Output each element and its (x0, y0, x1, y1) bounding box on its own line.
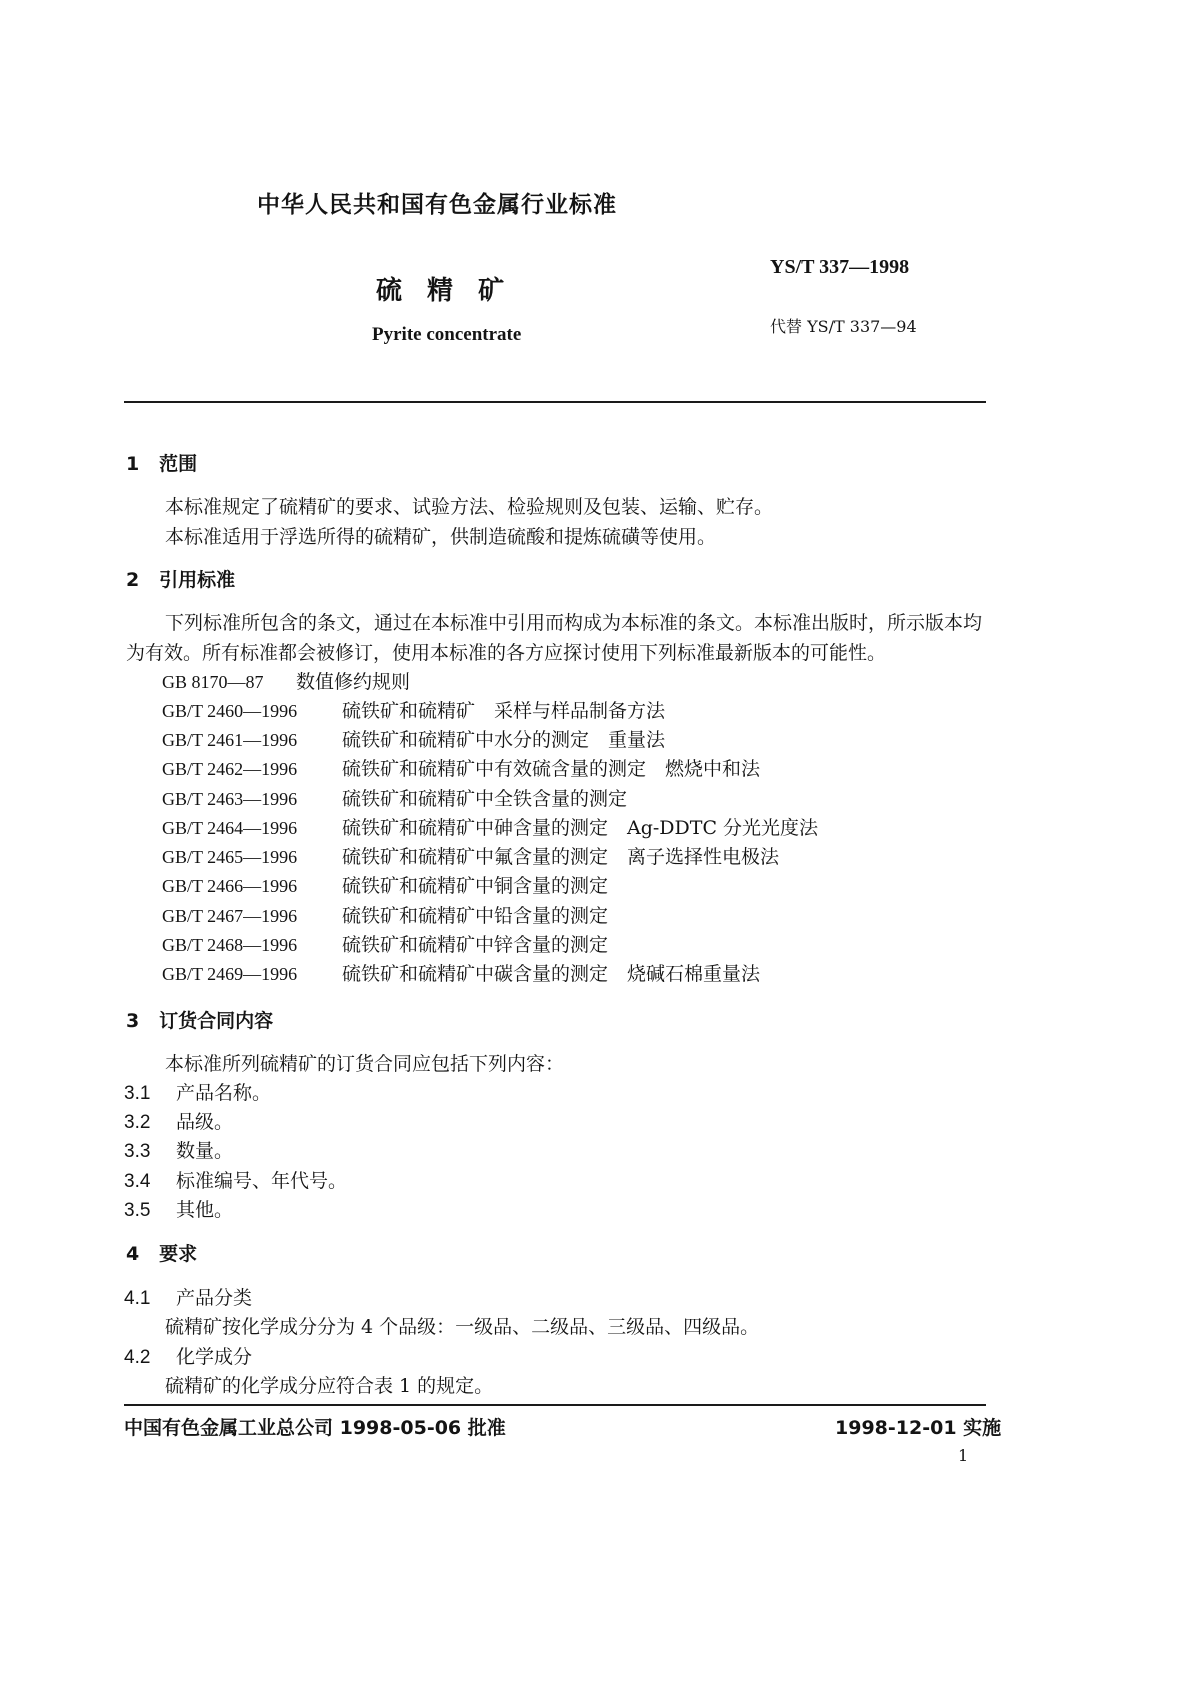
implementation-date: 1998-12-01 实施 (835, 1417, 1002, 1439)
reference-title: 硫铁矿和硫精矿 采样与样品制备方法 (342, 700, 666, 722)
reference-code: GB/T 2464—1996 (162, 818, 298, 838)
reference-item (162, 698, 665, 724)
section-title: 范围 (159, 453, 198, 475)
section-number: 2 (126, 569, 140, 591)
section-2-heading (126, 567, 235, 593)
clause-text: 其他。 (176, 1199, 234, 1221)
reference-code: GB/T 2468—1996 (162, 935, 298, 955)
clause-heading: 化学成分 (176, 1346, 253, 1368)
reference-title: 硫铁矿和硫精矿中铅含量的测定 (342, 905, 609, 927)
reference-item (162, 932, 608, 958)
reference-code: GB/T 2465—1996 (162, 847, 298, 867)
clause-item (124, 1197, 233, 1224)
section-1-heading (126, 451, 197, 477)
paragraph: 本标准规定了硫精矿的要求、试验方法、检验规则及包装、运输、贮存。 (165, 496, 774, 518)
reference-title: 硫铁矿和硫精矿中锌含量的测定 (342, 934, 609, 956)
clause-item (124, 1168, 347, 1195)
reference-code: GB/T 2460—1996 (162, 701, 298, 721)
reference-item (162, 844, 779, 870)
reference-title: 硫铁矿和硫精矿中水分的测定 重量法 (342, 729, 666, 751)
reference-item (162, 873, 608, 899)
clause-text: 标准编号、年代号。 (176, 1170, 348, 1192)
reference-code: GB/T 2467—1996 (162, 906, 298, 926)
clause-number: 4.1 (124, 1288, 151, 1309)
section-title: 要求 (159, 1243, 198, 1265)
reference-title: 硫铁矿和硫精矿中砷含量的测定 Ag-DDTC 分光光度法 (342, 817, 819, 839)
reference-title: 硫铁矿和硫精矿中铜含量的测定 (342, 875, 609, 897)
reference-item (162, 786, 627, 812)
section-4-heading (126, 1241, 197, 1267)
clause-number: 3.3 (124, 1141, 151, 1162)
paragraph: 为有效。所有标准都会被修订，使用本标准的各方应探讨使用下列标准最新版本的可能性。 (126, 642, 887, 664)
paragraph: 本标准适用于浮选所得的硫精矿，供制造硫酸和提炼硫磺等使用。 (165, 526, 717, 548)
section-number: 3 (126, 1010, 140, 1032)
paragraph: 本标准所列硫精矿的订货合同应包括下列内容： (165, 1053, 565, 1075)
section-number: 4 (126, 1243, 140, 1265)
clause-number: 3.2 (124, 1112, 151, 1133)
reference-code: GB/T 2469—1996 (162, 964, 298, 984)
clause-item (124, 1109, 233, 1136)
clause-heading: 产品分类 (176, 1287, 253, 1309)
approval-line: 中国有色金属工业总公司 1998-05-06 批准 (124, 1417, 506, 1439)
section-title: 引用标准 (159, 569, 236, 591)
reference-title: 硫铁矿和硫精矿中有效硫含量的测定 燃烧中和法 (342, 758, 761, 780)
clause-item (124, 1080, 271, 1107)
clause-number: 3.5 (124, 1200, 151, 1221)
document-title-cn: 硫 精 矿 (376, 276, 513, 306)
reference-title: 数值修约规则 (296, 671, 411, 693)
section-3-heading (126, 1008, 273, 1034)
section-title: 订货合同内容 (159, 1010, 274, 1032)
clause-item (124, 1138, 233, 1165)
reference-item (162, 669, 410, 695)
page-number: 1 (958, 1446, 969, 1465)
reference-item (162, 961, 760, 987)
clause-text: 产品名称。 (176, 1082, 272, 1104)
clause-number: 3.1 (124, 1083, 151, 1104)
subclause-4-1 (124, 1285, 252, 1312)
reference-code: GB 8170—87 (162, 672, 264, 692)
reference-title: 硫铁矿和硫精矿中碳含量的测定 烧碱石棉重量法 (342, 963, 761, 985)
clause-number: 4.2 (124, 1347, 151, 1368)
reference-item (162, 756, 760, 782)
reference-code: GB/T 2461—1996 (162, 730, 298, 750)
paragraph: 下列标准所包含的条文，通过在本标准中引用而构成为本标准的条文。本标准出版时，所示版本均 (165, 612, 983, 634)
clause-number: 3.4 (124, 1171, 151, 1192)
reference-item (162, 903, 608, 929)
document-title-en: Pyrite concentrate (372, 324, 522, 345)
clause-text: 品级。 (176, 1111, 234, 1133)
paragraph: 硫精矿的化学成分应符合表 1 的规定。 (165, 1375, 494, 1397)
footer-divider (124, 1404, 986, 1406)
industry-standard-title: 中华人民共和国有色金属行业标准 (257, 192, 617, 218)
reference-code: GB/T 2462—1996 (162, 759, 298, 779)
subclause-4-2 (124, 1344, 252, 1371)
standard-number: YS/T 337—1998 (770, 256, 910, 278)
reference-code: GB/T 2466—1996 (162, 876, 298, 896)
header-divider (124, 401, 986, 403)
reference-title: 硫铁矿和硫精矿中全铁含量的测定 (342, 788, 628, 810)
paragraph: 硫精矿按化学成分分为 4 个品级：一级品、二级品、三级品、四级品。 (165, 1316, 760, 1338)
reference-item (162, 727, 665, 753)
section-number: 1 (126, 453, 140, 475)
reference-item (162, 815, 818, 841)
replaces-standard: 代替 YS/T 337—94 (770, 317, 917, 336)
reference-code: GB/T 2463—1996 (162, 789, 298, 809)
clause-text: 数量。 (176, 1140, 234, 1162)
reference-title: 硫铁矿和硫精矿中氟含量的测定 离子选择性电极法 (342, 846, 780, 868)
